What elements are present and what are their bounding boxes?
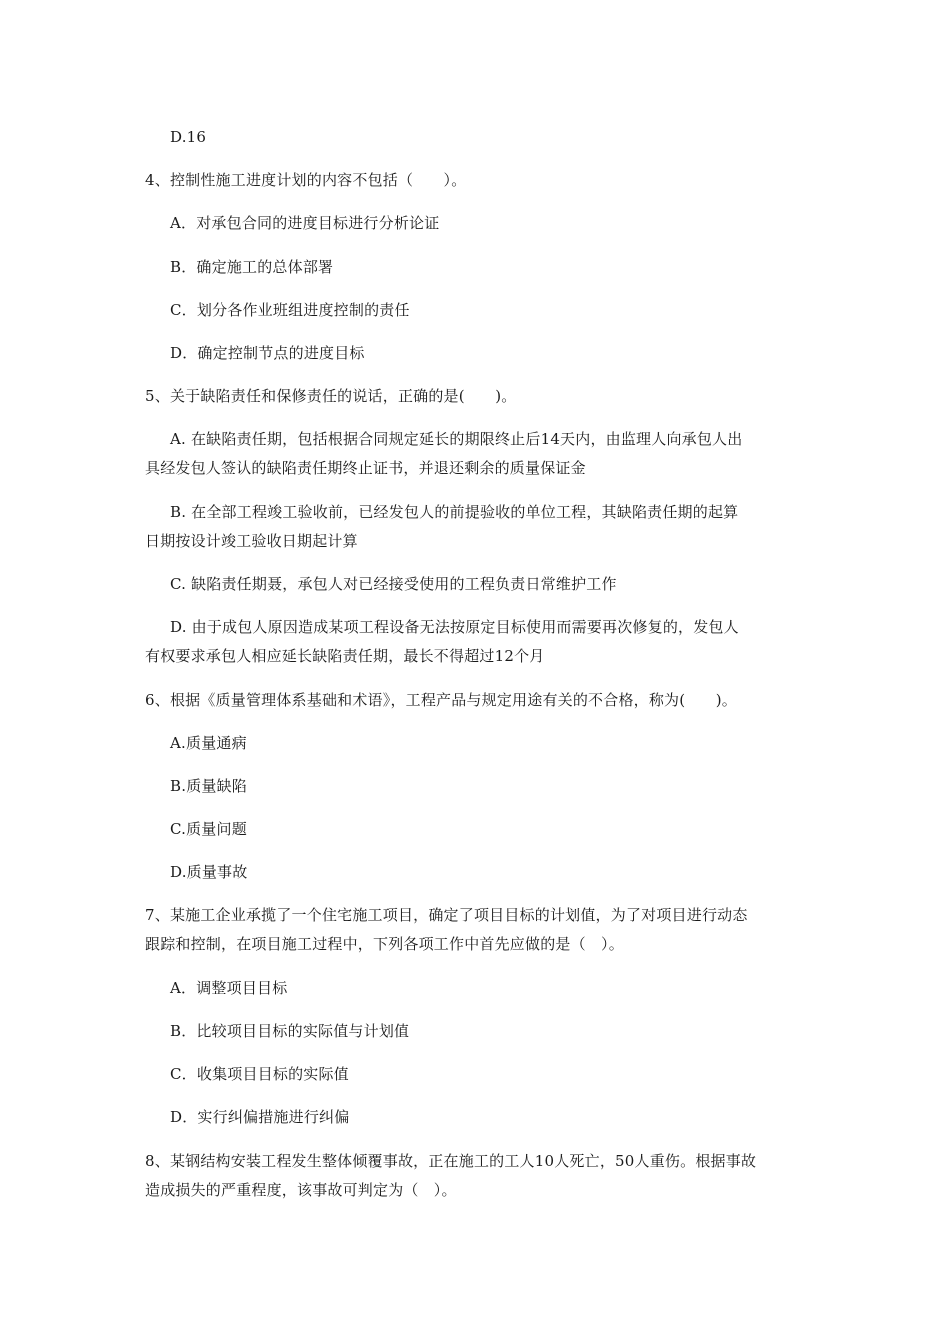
q5-option-c: C. 缺陷责任期聂，承包人对已经接受使用的工程负责日常维护工作 bbox=[170, 575, 617, 593]
q4-stem: 4、控制性施工进度计划的内容不包括（ ）。 bbox=[145, 171, 467, 189]
q6-option-a: A.质量通病 bbox=[170, 734, 247, 752]
q4-option-d: D．确定控制节点的进度目标 bbox=[170, 344, 365, 362]
q7-option-a: A．调整项目目标 bbox=[170, 979, 288, 997]
q5-option-a-line2: 具经发包人签认的缺陷责任期终止证书，并退还剩余的质量保证金 bbox=[145, 459, 586, 477]
q5-stem: 5、关于缺陷责任和保修责任的说话，正确的是( )。 bbox=[145, 387, 517, 405]
q6-stem: 6、根据《质量管理体系基础和术语》，工程产品与规定用途有关的不合格，称为( )。 bbox=[145, 691, 737, 709]
q5-option-b-line1: B. 在全部工程竣工验收前，已经发包人的前提验收的单位工程，其缺陷责任期的起算 bbox=[170, 503, 739, 521]
q4-option-a: A．对承包合同的进度目标进行分析论证 bbox=[170, 214, 440, 232]
q5-option-b-line2: 日期按设计竣工验收日期起计算 bbox=[145, 532, 358, 550]
q7-stem-line2: 跟踪和控制，在项目施工过程中，下列各项工作中首先应做的是（ ）。 bbox=[145, 935, 624, 953]
q4-option-b: B．确定施工的总体部署 bbox=[170, 258, 334, 276]
q5-option-d-line1: D. 由于成包人原因造成某项工程设备无法按原定目标使用而需要再次修复的，发包人 bbox=[170, 618, 739, 636]
q3-option-d: D.16 bbox=[170, 128, 207, 146]
q8-stem-line2: 造成损失的严重程度，该事故可判定为（ ）。 bbox=[145, 1181, 457, 1199]
q6-option-b: B.质量缺陷 bbox=[170, 777, 247, 795]
q7-option-c: C．收集项目目标的实际值 bbox=[170, 1065, 349, 1083]
q6-option-c: C.质量问题 bbox=[170, 820, 247, 838]
q7-option-b: B．比较项目目标的实际值与计划值 bbox=[170, 1022, 410, 1040]
q4-option-c: C．划分各作业班组进度控制的责任 bbox=[170, 301, 410, 319]
q5-option-a-line1: A. 在缺陷责任期，包括根据合同规定延长的期限终止后14天内，由监理人向承包人出 bbox=[170, 430, 743, 448]
q6-option-d: D.质量事故 bbox=[170, 863, 248, 881]
q8-stem-line1: 8、某钢结构安装工程发生整体倾覆事故，正在施工的工人10人死亡，50人重伤。根据事故 bbox=[145, 1152, 757, 1170]
q7-option-d: D．实行纠偏措施进行纠偏 bbox=[170, 1108, 350, 1126]
q7-stem-line1: 7、某施工企业承揽了一个住宅施工项目，确定了项目目标的计划值，为了对项目进行动态 bbox=[145, 906, 748, 924]
q5-option-d-line2: 有权要求承包人相应延长缺陷责任期，最长不得超过12个月 bbox=[145, 647, 545, 665]
